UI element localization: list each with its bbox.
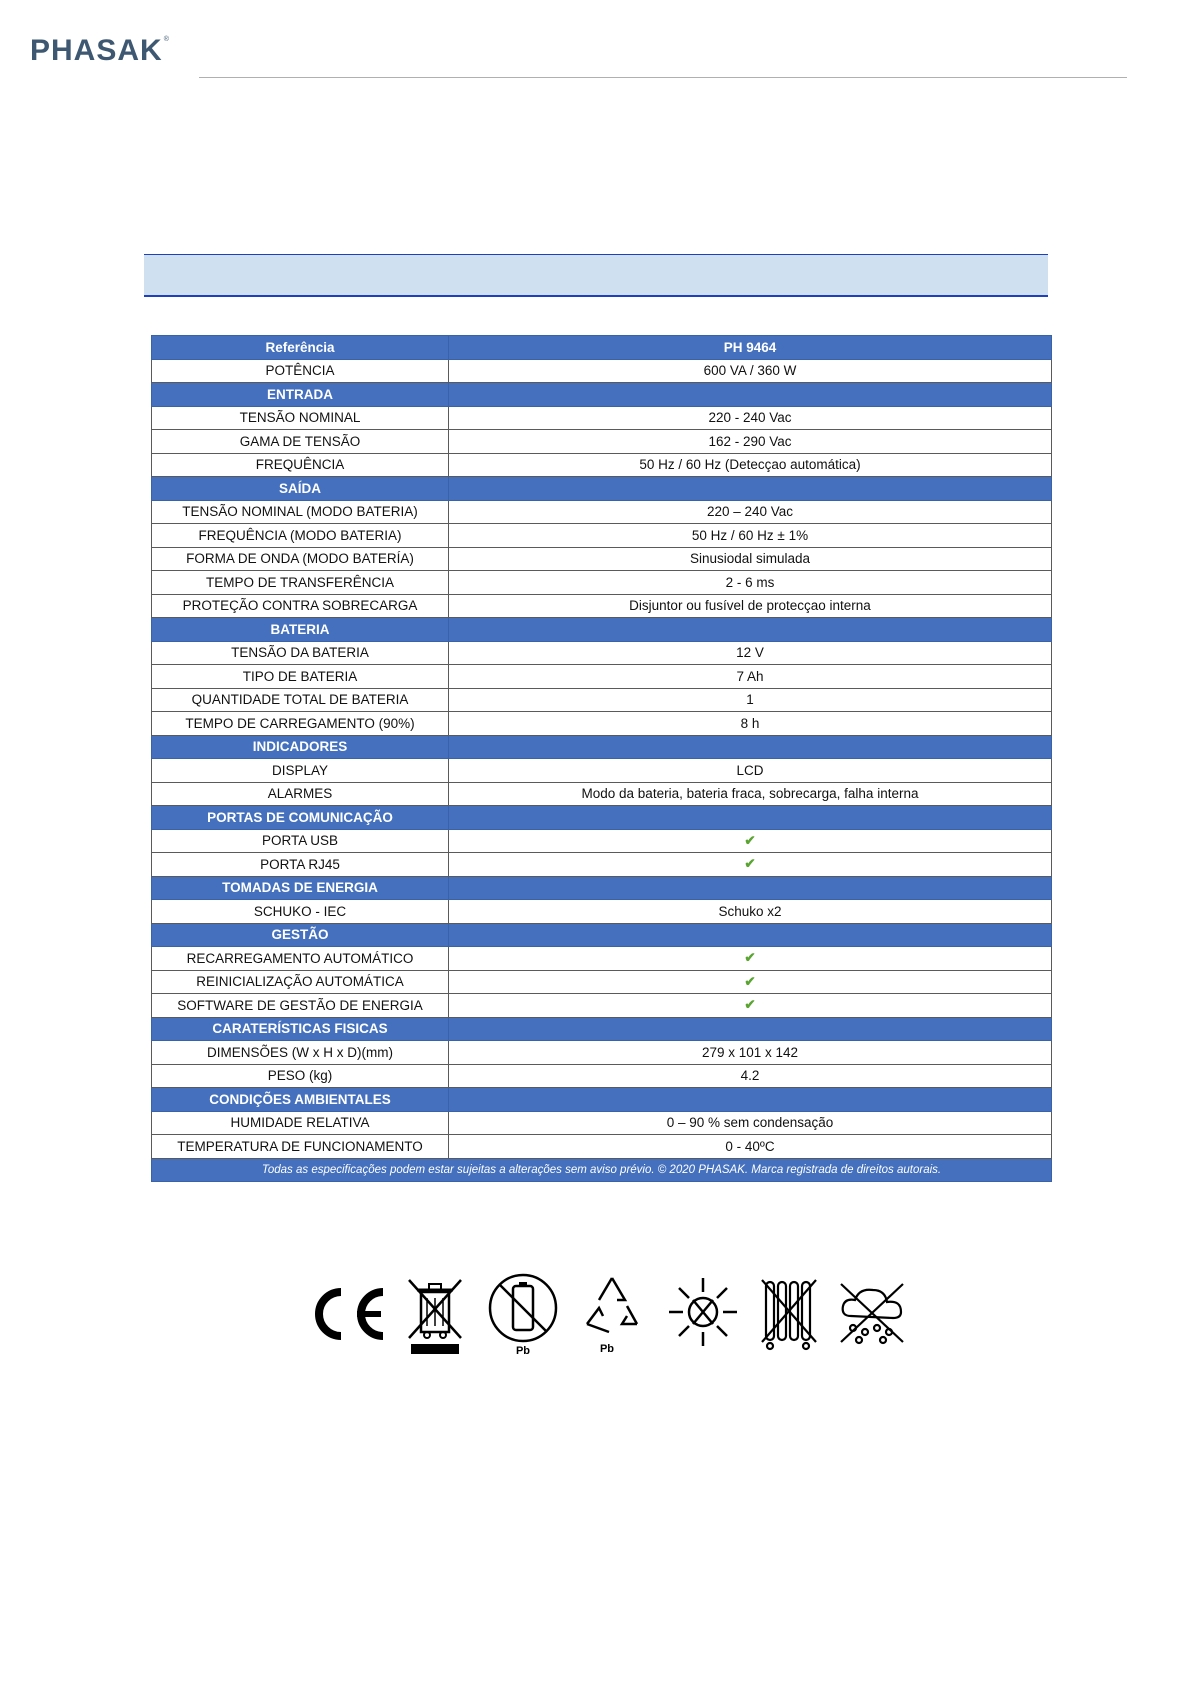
spec-row xyxy=(152,406,1052,430)
spec-label: DISPLAY xyxy=(152,759,449,783)
spec-row xyxy=(152,688,1052,712)
spec-label: PORTA RJ45 xyxy=(152,853,449,877)
spec-label: GAMA DE TENSÃO xyxy=(152,430,449,454)
section-filler xyxy=(449,1088,1052,1112)
spec-row xyxy=(152,829,1052,853)
spec-row xyxy=(152,500,1052,524)
spec-value: 0 - 40ºC xyxy=(449,1135,1052,1159)
spec-row xyxy=(152,947,1052,971)
section-row xyxy=(152,876,1052,900)
spec-row xyxy=(152,524,1052,548)
check-mark-icon: ✔ xyxy=(449,947,1052,971)
section-row xyxy=(152,383,1052,407)
spec-value: 1 xyxy=(449,688,1052,712)
spec-row xyxy=(152,900,1052,924)
spec-label: TENSÃO NOMINAL xyxy=(152,406,449,430)
spec-row xyxy=(152,430,1052,454)
spec-value: 279 x 101 x 142 xyxy=(449,1041,1052,1065)
recycle-icon xyxy=(577,1272,647,1356)
table-footer-row xyxy=(152,1158,1052,1182)
spec-row xyxy=(152,547,1052,571)
spec-table xyxy=(151,335,1052,1182)
spec-row xyxy=(152,594,1052,618)
spec-label: HUMIDADE RELATIVA xyxy=(152,1111,449,1135)
section-filler xyxy=(449,735,1052,759)
brand-name: PHASAK xyxy=(30,34,163,67)
spec-label: TEMPO DE TRANSFERÊNCIA xyxy=(152,571,449,595)
section-filler xyxy=(449,876,1052,900)
section-title: SAÍDA xyxy=(152,477,449,501)
copyright-note: Todas as especificações podem estar sujeitas a alterações sem aviso prévio. © 2020 PHASAK. Marca registrada de direitos autorais. xyxy=(152,1158,1052,1182)
spec-label: PROTEÇÃO CONTRA SOBRECARGA xyxy=(152,594,449,618)
spec-label: FREQUÊNCIA xyxy=(152,453,449,477)
header-divider xyxy=(199,77,1127,78)
brand-logo xyxy=(30,34,169,68)
spec-value: Disjuntor ou fusível de protecçao interna xyxy=(449,594,1052,618)
certification-icons xyxy=(305,1270,911,1356)
spec-label: PESO (kg) xyxy=(152,1064,449,1088)
spec-label: SCHUKO - IEC xyxy=(152,900,449,924)
spec-label: TEMPO DE CARREGAMENTO (90%) xyxy=(152,712,449,736)
section-title: TOMADAS DE ENERGIA xyxy=(152,876,449,900)
spec-value: 12 V xyxy=(449,641,1052,665)
section-filler xyxy=(449,383,1052,407)
spec-row xyxy=(152,1135,1052,1159)
spec-value: 2 - 6 ms xyxy=(449,571,1052,595)
spec-label: TENSÃO NOMINAL (MODO BATERIA) xyxy=(152,500,449,524)
spec-value: Modo da bateria, bateria fraca, sobrecarga, falha interna xyxy=(449,782,1052,806)
spec-value: 162 - 290 Vac xyxy=(449,430,1052,454)
header-value: PH 9464 xyxy=(449,336,1052,360)
section-title: BATERIA xyxy=(152,618,449,642)
spec-row xyxy=(152,759,1052,783)
spec-row xyxy=(152,853,1052,877)
section-title: CARATERÍSTICAS FISICAS xyxy=(152,1017,449,1041)
spec-value: 220 - 240 Vac xyxy=(449,406,1052,430)
section-filler xyxy=(449,923,1052,947)
spec-row xyxy=(152,1041,1052,1065)
spec-row xyxy=(152,994,1052,1018)
section-title: INDICADORES xyxy=(152,735,449,759)
section-row xyxy=(152,477,1052,501)
spec-label: ALARMES xyxy=(152,782,449,806)
spec-value: Sinusiodal simulada xyxy=(449,547,1052,571)
pb-caption-2: Pb xyxy=(599,1343,615,1355)
spec-label: QUANTIDADE TOTAL DE BATERIA xyxy=(152,688,449,712)
spec-value: 220 – 240 Vac xyxy=(449,500,1052,524)
spec-row xyxy=(152,641,1052,665)
spec-label: RECARREGAMENTO AUTOMÁTICO xyxy=(152,947,449,971)
spec-label: REINICIALIZAÇÃO AUTOMÁTICA xyxy=(152,970,449,994)
spec-value: Schuko x2 xyxy=(449,900,1052,924)
pb-caption-1: Pb xyxy=(515,1345,531,1356)
section-title: GESTÃO xyxy=(152,923,449,947)
spec-row xyxy=(152,665,1052,689)
table-header-row xyxy=(152,336,1052,360)
spec-label: TIPO DE BATERIA xyxy=(152,665,449,689)
section-title: ENTRADA xyxy=(152,383,449,407)
check-mark-icon: ✔ xyxy=(449,970,1052,994)
spec-value: 0 – 90 % sem condensação xyxy=(449,1111,1052,1135)
no-rain-icon xyxy=(837,1280,907,1346)
section-row xyxy=(152,923,1052,947)
spec-row xyxy=(152,712,1052,736)
spec-value: 50 Hz / 60 Hz (Detecçao automática) xyxy=(449,453,1052,477)
spec-row xyxy=(152,782,1052,806)
section-row xyxy=(152,1017,1052,1041)
section-row xyxy=(152,806,1052,830)
registered-mark: ® xyxy=(163,36,169,43)
check-mark-icon: ✔ xyxy=(449,853,1052,877)
spec-row xyxy=(152,970,1052,994)
spec-value: 8 h xyxy=(449,712,1052,736)
section-row xyxy=(152,1088,1052,1112)
section-row xyxy=(152,618,1052,642)
spec-label: TEMPERATURA DE FUNCIONAMENTO xyxy=(152,1135,449,1159)
spec-value: 4.2 xyxy=(449,1064,1052,1088)
header-label: Referência xyxy=(152,336,449,360)
spec-row xyxy=(152,1111,1052,1135)
spec-label: POTÊNCIA xyxy=(152,359,449,383)
spec-row xyxy=(152,359,1052,383)
section-filler xyxy=(449,1017,1052,1041)
spec-row xyxy=(152,453,1052,477)
spec-label: DIMENSÕES (W x H x D)(mm) xyxy=(152,1041,449,1065)
spec-label: FREQUÊNCIA (MODO BATERIA) xyxy=(152,524,449,548)
section-title: PORTAS DE COMUNICAÇÃO xyxy=(152,806,449,830)
check-mark-icon: ✔ xyxy=(449,829,1052,853)
no-battery-disposal-icon xyxy=(487,1272,559,1356)
spec-value: 600 VA / 360 W xyxy=(449,359,1052,383)
spec-label: FORMA DE ONDA (MODO BATERÍA) xyxy=(152,547,449,571)
section-filler xyxy=(449,806,1052,830)
section-filler xyxy=(449,618,1052,642)
weee-crossed-bin-icon xyxy=(405,1276,465,1356)
ce-mark-icon xyxy=(305,1286,387,1342)
section-filler xyxy=(449,477,1052,501)
spec-label: TENSÃO DA BATERIA xyxy=(152,641,449,665)
title-band xyxy=(144,254,1048,297)
spec-value: 50 Hz / 60 Hz ± 1% xyxy=(449,524,1052,548)
spec-label: PORTA USB xyxy=(152,829,449,853)
spec-value: LCD xyxy=(449,759,1052,783)
spec-row xyxy=(152,1064,1052,1088)
spec-value: 7 Ah xyxy=(449,665,1052,689)
no-heat-source-icon xyxy=(760,1276,820,1352)
no-sun-exposure-icon xyxy=(665,1274,741,1350)
section-row xyxy=(152,735,1052,759)
spec-row xyxy=(152,571,1052,595)
spec-label: SOFTWARE DE GESTÃO DE ENERGIA xyxy=(152,994,449,1018)
section-title: CONDIÇÕES AMBIENTALES xyxy=(152,1088,449,1112)
check-mark-icon: ✔ xyxy=(449,994,1052,1018)
